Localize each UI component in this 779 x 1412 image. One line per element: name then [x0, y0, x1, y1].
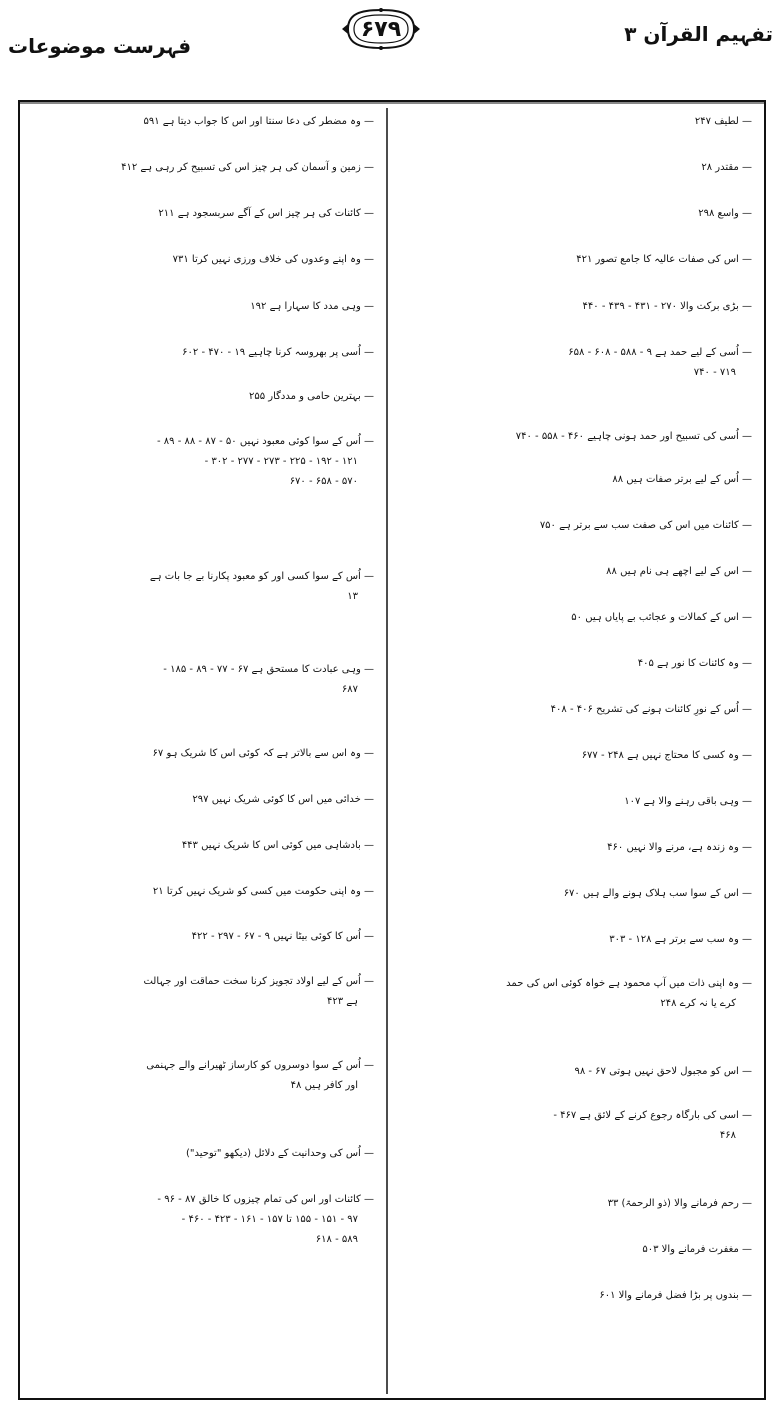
entry-text: — کائنات کی ہر چیز اس کے آگے سربسجود ہے ۲۱۱ — [158, 208, 374, 219]
entry-text: — اُسی کے لیے حمد ہے ۹ - ۵۸۸ - ۶۰۸ - ۶۵۸ — [568, 347, 752, 358]
index-entry — [402, 930, 752, 950]
entry-text: — بڑی برکت والا ۲۷۰ - ۴۳۱ - ۴۳۹ - ۴۴۰ — [582, 301, 752, 312]
entry-text: — وہ کسی کا محتاج نہیں ہے ۲۴۸ - ۶۷۷ — [581, 750, 752, 761]
index-entry — [30, 744, 374, 764]
index-entry — [402, 1194, 752, 1214]
index-entry — [30, 387, 374, 407]
index-entry — [30, 790, 374, 810]
entry-text: — اس کے کمالات و عجائب بے پایاں ہیں ۵۰ — [571, 612, 752, 623]
index-entry — [402, 838, 752, 858]
entry-text: — اُس کے سوا کسی اور کو معبود پکارنا بے جا بات ہے — [149, 571, 374, 582]
index-entry — [30, 927, 374, 947]
entry-text: — اُس کی وحدانیت کے دلائل (دیکھو "توحید") — [185, 1148, 374, 1159]
entry-continuation: ۹۷ - ۱۵۱ - ۱۵۵ تا ۱۵۷ - ۱۶۱ - ۴۲۳ - ۴۶۰ - — [181, 1214, 358, 1225]
entry-text: — وہی عبادت کا مستحق ہے ۶۷ - ۷۷ - ۸۹ - ۱۸۵ - — [163, 664, 374, 675]
index-entry — [30, 343, 374, 363]
index-entry — [402, 343, 752, 383]
index-entry — [402, 746, 752, 766]
index-entry — [402, 297, 752, 317]
index-entry — [402, 516, 752, 536]
entry-text: — زمین و آسمان کی ہر چیز اس کی تسبیح کر رہی ہے ۴۱۲ — [121, 162, 374, 173]
entry-text: — اُس کے لیے اولاد تجویز کرنا سخت حماقت اور جہالت — [143, 976, 374, 987]
entry-continuation: ۷۱۹ - ۷۴۰ — [693, 367, 736, 378]
index-entry — [30, 1190, 374, 1250]
entry-text: — وہ کائنات کا نور ہے ۴۰۵ — [637, 658, 752, 669]
entry-text: — بادشاہی میں کوئی اس کا شریک نہیں ۴۴۳ — [181, 840, 374, 851]
section-title: فہرست موضوعات — [8, 34, 192, 58]
entry-text: — اُس کے سوا دوسروں کو کارساز ٹھیرانے والے جہنمی — [146, 1060, 374, 1071]
index-entry — [402, 884, 752, 904]
entry-text: — وہ اپنے وعدوں کی خلاف ورزی نہیں کرتا ۷۳۱ — [172, 254, 374, 265]
page-number-text: ۶۷۹ — [360, 16, 402, 42]
entry-text: — خدائی میں اس کا کوئی شریک نہیں ۲۹۷ — [192, 794, 374, 805]
entry-text: — وہ مضطر کی دعا سنتا اور اس کا جواب دیتا ہے ۵۹۱ — [143, 116, 374, 127]
index-entry — [402, 974, 752, 1014]
entry-continuation: ۱۲۱ - ۱۹۲ - ۲۲۵ - ۲۷۳ - ۲۷۷ - ۳۰۲ - — [204, 456, 358, 467]
entry-text: — اس کو مجبول لاحق نہیں ہوتی ۶۷ - ۹۸ — [574, 1066, 752, 1077]
index-entry — [30, 158, 374, 178]
entry-continuation: ۵۷۰ - ۶۵۸ - ۶۷۰ — [289, 476, 358, 487]
book-title: تفہیم القرآن ۳ — [624, 22, 773, 46]
index-entry — [402, 112, 752, 132]
entry-text: — وہ اس سے بالاتر ہے کہ کوئی اس کا شریک ہو ۶۷ — [152, 748, 374, 759]
entry-text: — وہ سب سے برتر ہے ۱۲۸ - ۳۰۳ — [609, 934, 752, 945]
entry-text: — وہ اپنی حکومت میں کسی کو شریک نہیں کرتا ۲۱ — [152, 886, 374, 897]
entry-continuation: ۴۶۸ — [719, 1130, 736, 1141]
index-entry — [402, 700, 752, 720]
entry-continuation: کرے یا نہ کرے ۲۴۸ — [660, 998, 736, 1009]
index-entry — [402, 158, 752, 178]
entry-continuation: اور کافر ہیں ۴۸ — [290, 1080, 358, 1091]
entry-text: — مقتدر ۲۸ — [701, 162, 752, 173]
entry-continuation: ۶۸۷ — [341, 684, 358, 695]
entry-text: — وہی مدد کا سہارا ہے ۱۹۲ — [250, 301, 374, 312]
entry-text: — مغفرت فرمانے والا ۵۰۳ — [642, 1244, 752, 1255]
entry-text: — کائنات اور اس کی تمام چیزوں کا خالق ۸۷ - ۹۶ - — [157, 1194, 374, 1205]
entry-text: — وہ زندہ ہے، مرنے والا نہیں ۴۶۰ — [607, 842, 752, 853]
index-entry — [30, 660, 374, 700]
entry-text: — اُسی پر بھروسہ کرنا چاہیے ۱۹ - ۴۷۰ - ۶۰۲ — [182, 347, 374, 358]
entry-text: — وہی باقی رہنے والا ہے ۱۰۷ — [624, 796, 752, 807]
entry-text: — وہ اپنی ذات میں آپ محمود ہے خواہ کوئی اس کی حمد — [506, 978, 752, 989]
index-entry — [30, 432, 374, 492]
entry-continuation: ۵۸۹ - ۶۱۸ — [315, 1234, 358, 1245]
index-entry — [402, 1286, 752, 1306]
entry-text: — بہترین حامی و مددگار ۲۵۵ — [248, 391, 374, 402]
index-entry — [402, 204, 752, 224]
index-entry — [30, 204, 374, 224]
entry-text: — بندوں پر بڑا فضل فرمانے والا ۶۰۱ — [599, 1290, 752, 1301]
entry-continuation: ۱۳ — [347, 591, 358, 602]
entry-text: — اُسی کی تسبیح اور حمد ہونی چاہیے ۴۶۰ - ۵۵۸ - ۷۴۰ — [515, 431, 752, 442]
index-entry — [30, 836, 374, 856]
index-entry — [30, 567, 374, 607]
entry-text: — اسی کی بارگاہ رجوع کرنے کے لائق ہے ۴۶۷ - — [553, 1110, 752, 1121]
index-entry — [30, 297, 374, 317]
index-entry — [402, 654, 752, 674]
index-entry — [402, 427, 752, 447]
index-entry — [402, 470, 752, 490]
index-entry — [30, 972, 374, 1012]
entry-text: — اُس کے نورِ کائنات ہونے کی تشریح ۴۰۶ - ۴۰۸ — [550, 704, 752, 715]
index-entry — [30, 1056, 374, 1096]
index-entry — [402, 250, 752, 270]
entry-text: — اس کی صفات عالیہ کا جامع تصور ۴۲۱ — [576, 254, 752, 265]
entry-text: — رحم فرمانے والا (ذو الرحمۃ) ۳۳ — [607, 1198, 752, 1209]
index-entry — [30, 250, 374, 270]
index-entry — [402, 1106, 752, 1146]
index-entry — [402, 562, 752, 582]
entry-text: — لطیف ۲۴۷ — [694, 116, 752, 127]
index-entry — [402, 608, 752, 628]
index-entry — [402, 792, 752, 812]
entry-text: — واسع ۲۹۸ — [698, 208, 752, 219]
index-entry — [402, 1062, 752, 1082]
entry-text: — اس کے سوا سب ہلاک ہونے والے ہیں ۶۷۰ — [563, 888, 752, 899]
entry-text: — اس کے لیے اچھے ہی نام ہیں ۸۸ — [606, 566, 752, 577]
index-entry — [30, 1144, 374, 1164]
index-entry — [402, 1240, 752, 1260]
page-number — [340, 6, 422, 52]
entry-text: — کائنات میں اس کی صفت سب سے برتر ہے ۷۵۰ — [539, 520, 752, 531]
index-entry — [30, 882, 374, 902]
entry-text: — اُس کے سوا کوئی معبود نہیں ۵۰ - ۸۷ - ۸۸ - ۸۹ - — [156, 436, 374, 447]
entry-text: — اُس کا کوئی بیٹا نہیں ۹ - ۶۷ - ۲۹۷ - ۴۲۲ — [191, 931, 374, 942]
entry-continuation: ہے ۴۲۳ — [326, 996, 358, 1007]
entry-text: — اُس کے لیے برتر صفات ہیں ۸۸ — [612, 474, 752, 485]
index-entry — [30, 112, 374, 132]
